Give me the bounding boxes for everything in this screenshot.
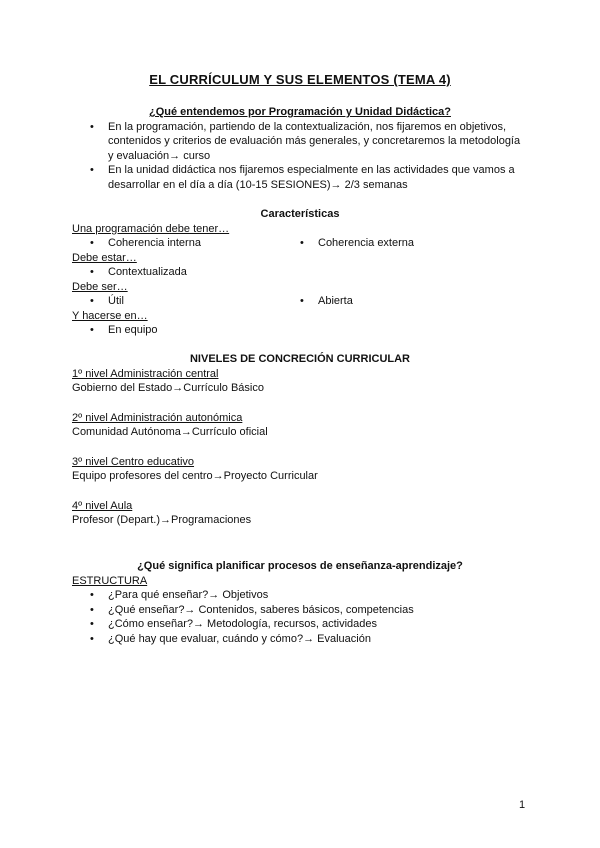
bullet-list <box>72 120 528 193</box>
level-title: 3º nivel Centro educativo <box>72 455 195 468</box>
list-item: • ¿Cómo enseñar?→ Metodología, recursos, actividades <box>72 617 528 632</box>
list-item: • ¿Qué hay que evaluar, cuándo y cómo?→ Evaluación <box>72 632 528 647</box>
list-item: • Abierta <box>300 294 528 309</box>
bullet-list <box>72 588 528 646</box>
group-label: Debe estar… <box>72 251 137 264</box>
level-title: 2º nivel Administración autonómica <box>72 411 243 424</box>
group-label: Debe ser… <box>72 280 128 293</box>
level-text: Equipo profesores del centro→Proyecto Curricular <box>72 470 318 482</box>
list-item: • En la unidad didáctica nos fijaremos especialmente en las actividades que vamos a desarrollar en el día a día (10-15 SESIONES)→ 2/3 semanas <box>72 163 528 192</box>
section-heading: ¿Qué entendemos por Programación y Unidad Didáctica? <box>149 106 451 118</box>
list-item: • ¿Qué enseñar?→ Contenidos, saberes básicos, competencias <box>72 603 528 618</box>
two-column-list <box>72 294 528 309</box>
section-planificar <box>72 559 528 646</box>
level-text: Gobierno del Estado→Currículo Básico <box>72 382 264 394</box>
level-title: 4º nivel Aula <box>72 499 133 512</box>
list-item: • Útil <box>72 294 300 309</box>
two-column-list <box>72 323 528 338</box>
list-item: • Coherencia interna <box>72 236 300 251</box>
level-text: Comunidad Autónoma→Currículo oficial <box>72 426 268 438</box>
two-column-list <box>72 265 528 280</box>
two-column-list <box>72 236 528 251</box>
page-number: 1 <box>519 799 526 811</box>
list-item: • Contextualizada <box>72 265 300 280</box>
group-label: Una programación debe tener… <box>72 222 230 235</box>
document-title: EL CURRÍCULUM Y SUS ELEMENTOS (TEMA 4) <box>149 72 451 87</box>
section-heading: NIVELES DE CONCRECIÓN CURRICULAR <box>189 353 410 365</box>
section-programacion <box>72 105 528 192</box>
group-label: Y hacerse en… <box>72 309 148 322</box>
list-item: • ¿Para qué enseñar?→ Objetivos <box>72 588 528 603</box>
level-text: Profesor (Depart.)→Programaciones <box>72 514 252 526</box>
list-item: • Coherencia externa <box>300 236 528 251</box>
section-heading: ¿Qué significa planificar procesos de enseñanza-aprendizaje? <box>137 560 463 572</box>
section-caracteristicas <box>72 207 528 338</box>
section-heading: Características <box>260 208 340 220</box>
section-niveles <box>72 352 528 528</box>
level-title: 1º nivel Administración central <box>72 367 219 380</box>
list-item: • En equipo <box>72 323 300 338</box>
list-item: • En la programación, partiendo de la contextualización, nos fijaremos en objetivos, contenidos y criterios de evaluación más generales, y concretaremos la metodología y evaluación→ curso <box>72 120 528 164</box>
structure-label: ESTRUCTURA <box>72 574 148 587</box>
